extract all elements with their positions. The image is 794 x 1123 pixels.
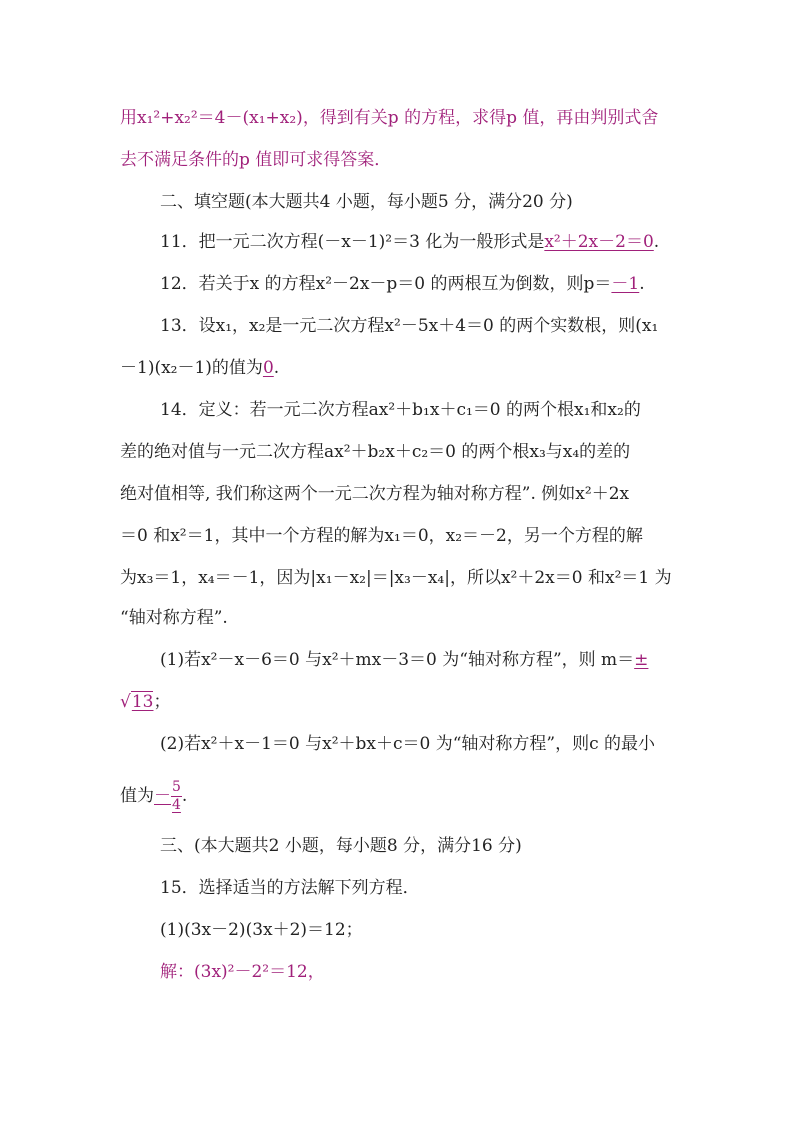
hint-line-1 [120, 108, 658, 128]
question-14-line-4: ＝0 和x²＝1，其中一个方程的解为x₁＝0，x₂＝－2，另一个方程的解 [120, 526, 643, 546]
question-15-part-1: (1)(3x－2)(3x＋2)＝12； [160, 920, 363, 940]
q11-text: 11．把一元二次方程(－x－1)²＝3 化为一般形式是 [160, 232, 545, 252]
hint-suffix: ，得到有关p 的方程，求得p 值，再由判别式舍 [302, 108, 659, 128]
q12-answer: －1 [611, 274, 640, 294]
fraction-denominator: 4 [172, 797, 181, 813]
hint-prefix: 用 [120, 108, 137, 128]
question-14-line-6: “轴对称方程”. [120, 608, 228, 628]
question-14-part-2-line-2 [120, 776, 187, 816]
q14-part1-sqrt: 13 [131, 692, 154, 712]
question-11 [160, 232, 659, 252]
hint-line-2: 去不满足条件的p 值即可求得答案． [120, 150, 392, 170]
section-3-heading: 三、(本大题共2 小题，每小题8 分，满分16 分) [160, 836, 522, 856]
q14-part2-sign: － [154, 786, 171, 806]
sqrt-symbol: √ [120, 692, 131, 712]
question-14-line-5: 为x₃＝1，x₄＝－1，因为|x₁－x₂|＝|x₃－x₄|，所以x²＋2x＝0 和x²＝1 为 [120, 568, 672, 588]
question-15-solution: 解：(3x)²－2²＝12， [160, 962, 325, 982]
q13-answer: 0 [262, 358, 274, 378]
q11-end: . [653, 232, 660, 252]
question-14-part-2-line-1: (2)若x²＋x－1＝0 与x²＋bx＋c＝0 为“轴对称方程”，则c 的最小 [160, 734, 656, 754]
fraction-numerator: 5 [172, 779, 181, 795]
q14-part1-text: (1)若x²－x－6＝0 与x²＋mx－3＝0 为“轴对称方程”，则 m＝ [160, 650, 635, 670]
q12-text: 12．若关于x 的方程x²－2x－p＝0 的两根互为倒数，则p＝ [160, 274, 612, 294]
question-13-line-2 [120, 358, 279, 378]
question-14-part-1-answer [120, 692, 170, 712]
hint-math: x₁²+x₂²＝4－(x₁+x₂) [137, 108, 303, 128]
question-15: 15．选择适当的方法解下列方程． [160, 878, 420, 898]
q13-text: －1)(x₂－1)的值为 [120, 358, 263, 378]
q14-part2-end: . [181, 786, 188, 806]
q14-part1-sign: ± [634, 650, 649, 670]
question-14-line-2: 差的绝对值与一元二次方程ax²＋b₂x＋c₂＝0 的两个根x₃与x₄的差的 [120, 442, 631, 462]
section-2-heading: 二、填空题(本大题共4 小题，每小题5 分，满分20 分) [160, 192, 573, 212]
q14-part1-end: ； [153, 692, 171, 712]
q14-part2-fraction [171, 779, 182, 814]
question-13-line-1: 13．设x₁，x₂是一元二次方程x²－5x＋4＝0 的两个实数根，则(x₁ [160, 316, 659, 336]
q11-answer: x²＋2x－2＝0 [544, 232, 654, 252]
q13-end: . [273, 358, 280, 378]
question-14-line-1: 14．定义：若一元二次方程ax²＋b₁x＋c₁＝0 的两个根x₁和x₂的 [160, 400, 641, 420]
question-14-part-1 [160, 650, 648, 670]
q12-end: . [639, 274, 645, 294]
q14-part2-prefix: 值为 [120, 786, 154, 806]
question-14-line-3: 绝对值相等, 我们称这两个一元二次方程为轴对称方程”. 例如x²＋2x [120, 484, 630, 504]
question-12 [160, 274, 645, 294]
